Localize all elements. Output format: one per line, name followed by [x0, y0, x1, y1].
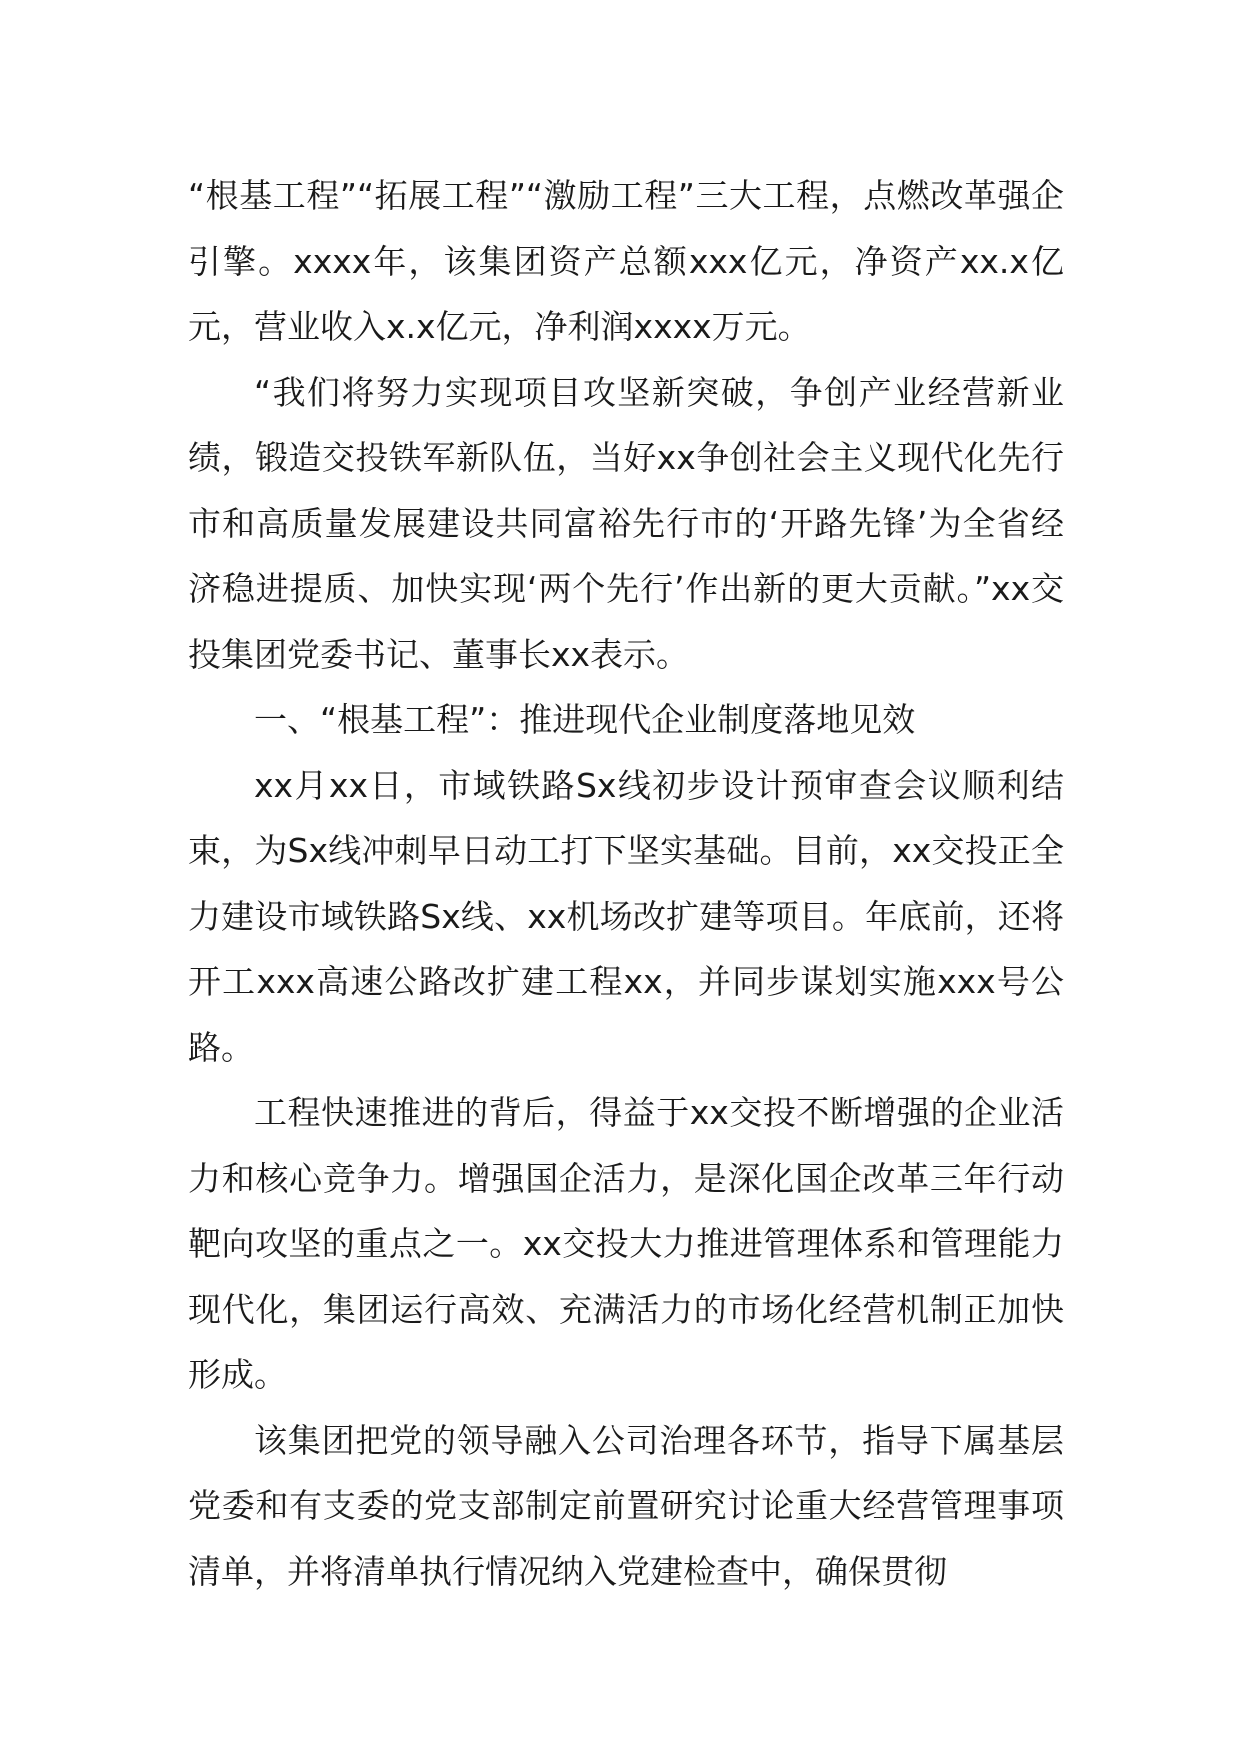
paragraph-projects: xx月xx日，市域铁路Sx线初步设计预审查会议顺利结束，为Sx线冲刺早日动工打下坚实基础。目前，xx交投正全力建设市域铁路Sx线、xx机场改扩建等项目。年底前，还将开工xxx高速公路改扩建工程xx，并同步谋划实施xxx号公路。 — [188, 765, 1064, 1067]
paragraph-quote: “我们将努力实现项目攻坚新突破，争创产业经营新业绩，锻造交投铁军新队伍，当好xx争创社会主义现代化先行市和高质量发展建设共同富裕先行市的‘开路先锋’为全省经济稳进提质、加快实现‘两个先行’作出新的更大贡献。”xx交投集团党委书记、董事长xx表示。 — [188, 372, 1064, 674]
paragraph-party-leadership: 该集团把党的领导融入公司治理各环节，指导下属基层党委和有支委的党支部制定前置研究讨论重大经营管理事项清单，并将清单执行情况纳入党建检查中，确保贯彻 — [188, 1420, 1064, 1591]
section-heading: 一、“根基工程”：推进现代企业制度落地见效 — [254, 700, 916, 739]
document-body — [188, 163, 1064, 1604]
paragraph-continued: “根基工程”“拓展工程”“激励工程”三大工程，点燃改革强企引擎。xxxx年，该集团资产总额xxx亿元，净资产xx.x亿元，营业收入x.x亿元，净利润xxxx万元。 — [188, 176, 1064, 346]
paragraph-vitality: 工程快速推进的背后，得益于xx交投不断增强的企业活力和核心竞争力。增强国企活力，是深化国企改革三年行动靶向攻坚的重点之一。xx交投大力推进管理体系和管理能力现代化，集团运行高效、充满活力的市场化经营机制正加快形成。 — [188, 1093, 1064, 1394]
